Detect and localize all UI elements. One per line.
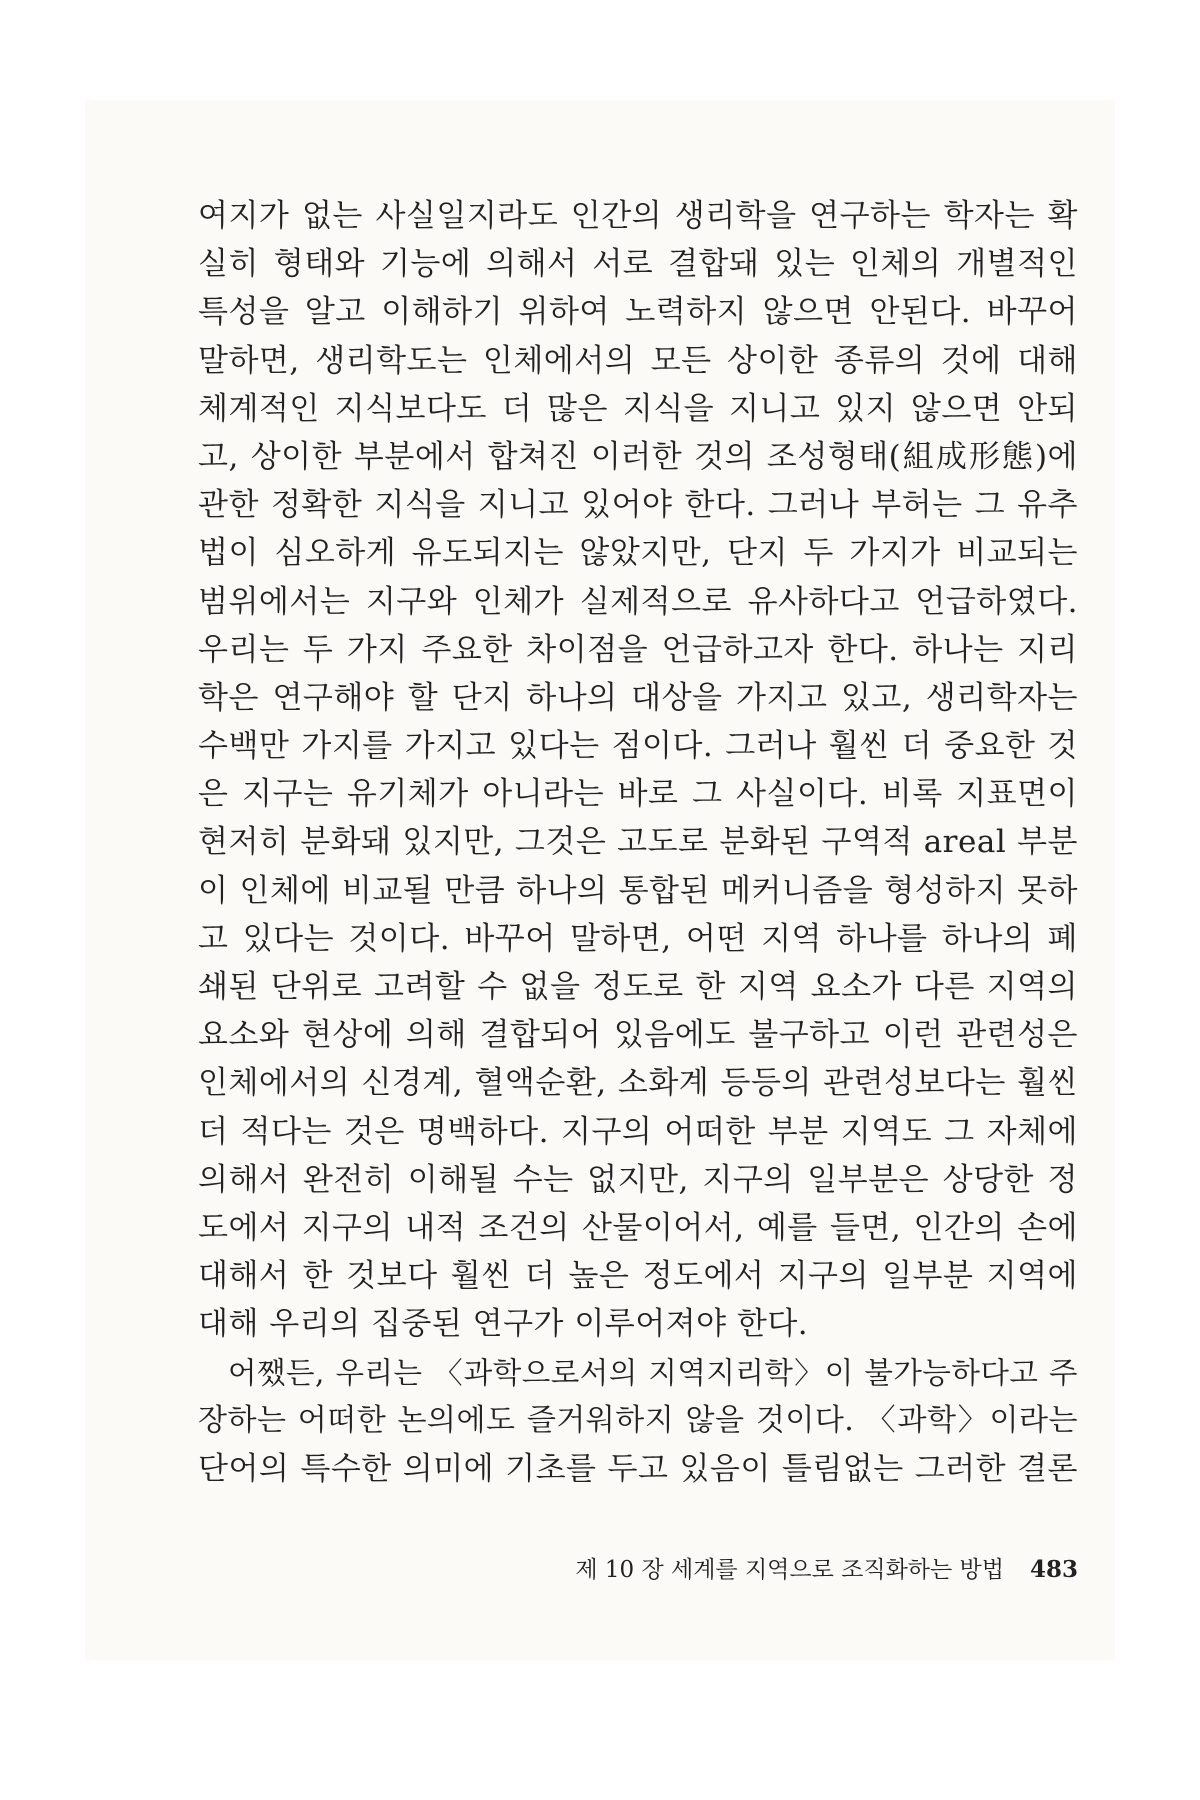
running-footer (480, 1550, 1078, 1590)
text-line: 이 인체에 비교될 만큼 하나의 통합된 메커니즘을 형성하지 못하 (198, 872, 1078, 909)
text-line: 특성을 알고 이해하기 위하여 노력하지 않으면 안된다. 바꾸어 (198, 294, 1078, 331)
text-line: 도에서 지구의 내적 조건의 산물이어서, 예를 들면, 인간의 손에 (198, 1209, 1078, 1246)
paragraph-end-line: 대해 우리의 집중된 연구가 이루어져야 한다. (198, 1306, 809, 1343)
body-text (198, 192, 1078, 1493)
page-number: 483 (1029, 1556, 1078, 1583)
text-line: 법이 심오하게 유도되지는 않았지만, 단지 두 가지가 비교되는 (198, 535, 1078, 572)
text-line: 수백만 가지를 가지고 있다는 점이다. 그러나 훨씬 더 중요한 것 (198, 728, 1078, 765)
text-line: 의해서 완전히 이해될 수는 없지만, 지구의 일부분은 상당한 정 (198, 1161, 1078, 1198)
text-line: 은 지구는 유기체가 아니라는 바로 그 사실이다. 비록 지표면이 (198, 776, 1078, 813)
text-line: 관한 정확한 지식을 지니고 있어야 한다. 그러나 부허는 그 유추 (198, 487, 1078, 524)
text-line: 현저히 분화돼 있지만, 그것은 고도로 분화된 구역적 areal 부분 (198, 824, 1078, 861)
text-line: 범위에서는 지구와 인체가 실제적으로 유사하다고 언급하였다. (198, 583, 1078, 620)
text-line: 요소와 현상에 의해 결합되어 있음에도 불구하고 이런 관련성은 (198, 1017, 1078, 1054)
text-line: 체계적인 지식보다도 더 많은 지식을 지니고 있지 않으면 안되 (198, 390, 1078, 427)
text-line: 장하는 어떠한 논의에도 즐거워하지 않을 것이다. 〈과학〉이라는 (198, 1402, 1078, 1438)
text-line: 고 있다는 것이다. 바꾸어 말하면, 어떤 지역 하나를 하나의 폐 (198, 920, 1078, 957)
text-line: 말하면, 생리학도는 인체에서의 모든 상이한 종류의 것에 대해 (198, 342, 1078, 379)
text-line: 우리는 두 가지 주요한 차이점을 언급하고자 한다. 하나는 지리 (198, 631, 1078, 668)
text-line: 여지가 없는 사실일지라도 인간의 생리학을 연구하는 학자는 확 (198, 198, 1078, 234)
text-line: 고, 상이한 부분에서 합쳐진 이러한 것의 조성형태(組成形態)에 (198, 438, 1078, 475)
chapter-title: 제 10 장 세계를 지역으로 조직화하는 방법 (575, 1557, 1004, 1583)
paragraph-start-line: 어쨌든, 우리는 〈과학으로서의 지역지리학〉이 불가능하다고 주 (228, 1355, 1078, 1390)
text-line: 실히 형태와 기능에 의해서 서로 결합돼 있는 인체의 개별적인 (198, 246, 1078, 283)
text-line: 대해서 한 것보다 훨씬 더 높은 정도에서 지구의 일부분 지역에 (198, 1258, 1078, 1295)
text-line: 단어의 특수한 의미에 기초를 두고 있음이 틀림없는 그러한 결론 (198, 1450, 1078, 1487)
text-line: 쇄된 단위로 고려할 수 없을 정도로 한 지역 요소가 다른 지역의 (198, 969, 1078, 1005)
text-line: 학은 연구해야 할 단지 하나의 대상을 가지고 있고, 생리학자는 (198, 679, 1078, 716)
text-line: 더 적다는 것은 명백하다. 지구의 어떠한 부분 지역도 그 자체에 (198, 1113, 1078, 1150)
text-line: 인체에서의 신경계, 혈액순환, 소화계 등등의 관련성보다는 훨씬 (198, 1065, 1078, 1102)
